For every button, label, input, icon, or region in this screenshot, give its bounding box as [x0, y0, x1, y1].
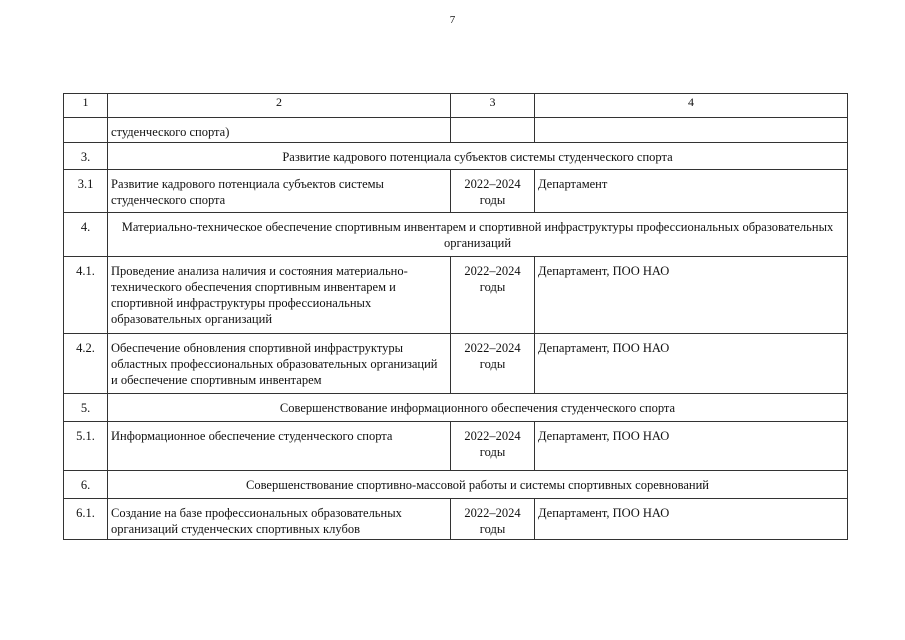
responsible-cell: [535, 118, 848, 143]
section-title: Совершенствование спортивно-массовой работы и системы спортивных соревнований: [108, 471, 848, 499]
name-cell: студенческого спорта): [108, 118, 451, 143]
item-term: 2022–2024 годы: [451, 257, 535, 334]
item-responsible: Департамент, ПОО НАО: [535, 422, 848, 471]
table-row: [64, 334, 848, 394]
item-number: 6.1.: [64, 499, 108, 540]
item-term: 2022–2024 годы: [451, 170, 535, 213]
item-responsible: Департамент: [535, 170, 848, 213]
header-row: [64, 94, 848, 118]
item-number: 5.1.: [64, 422, 108, 471]
item-term: 2022–2024 годы: [451, 422, 535, 471]
item-name: Обеспечение обновления спортивной инфраструктуры областных профессиональных образовательных организаций и обеспечение спортивным инвентарем: [108, 334, 451, 394]
header-cell: 1: [64, 94, 108, 118]
item-responsible: Департамент, ПОО НАО: [535, 499, 848, 540]
plan-table: [63, 93, 848, 540]
item-name: Создание на базе профессиональных образовательных организаций студенческих спортивных клубов: [108, 499, 451, 540]
section-row: [64, 213, 848, 257]
continuation-row: [64, 118, 848, 143]
section-row: [64, 471, 848, 499]
header-cell: 2: [108, 94, 451, 118]
section-row: [64, 394, 848, 422]
item-term: 2022–2024 годы: [451, 334, 535, 394]
section-title: Развитие кадрового потенциала субъектов системы студенческого спорта: [108, 143, 848, 170]
num-cell: [64, 118, 108, 143]
term-cell: [451, 118, 535, 143]
item-term: 2022–2024 годы: [451, 499, 535, 540]
item-name: Информационное обеспечение студенческого спорта: [108, 422, 451, 471]
section-row: [64, 143, 848, 170]
section-title: Материально-техническое обеспечение спортивным инвентарем и спортивной инфраструктуры профессиональных образовательных организаций: [108, 213, 848, 257]
section-title: Совершенствование информационного обеспечения студенческого спорта: [108, 394, 848, 422]
header-cell: 3: [451, 94, 535, 118]
item-name: Развитие кадрового потенциала субъектов системы студенческого спорта: [108, 170, 451, 213]
header-cell: 4: [535, 94, 848, 118]
table-row: [64, 422, 848, 471]
section-number: 4.: [64, 213, 108, 257]
section-number: 6.: [64, 471, 108, 499]
table-row: [64, 170, 848, 213]
section-number: 5.: [64, 394, 108, 422]
table-row: [64, 257, 848, 334]
page-number: 7: [449, 14, 456, 26]
item-number: 4.1.: [64, 257, 108, 334]
section-number: 3.: [64, 143, 108, 170]
item-responsible: Департамент, ПОО НАО: [535, 334, 848, 394]
table-row: [64, 499, 848, 540]
item-number: 4.2.: [64, 334, 108, 394]
item-name: Проведение анализа наличия и состояния материально-технического обеспечения спортивным инвентарем и спортивной инфраструктуры профессиональных образовательных организаций: [108, 257, 451, 334]
item-number: 3.1: [64, 170, 108, 213]
item-responsible: Департамент, ПОО НАО: [535, 257, 848, 334]
